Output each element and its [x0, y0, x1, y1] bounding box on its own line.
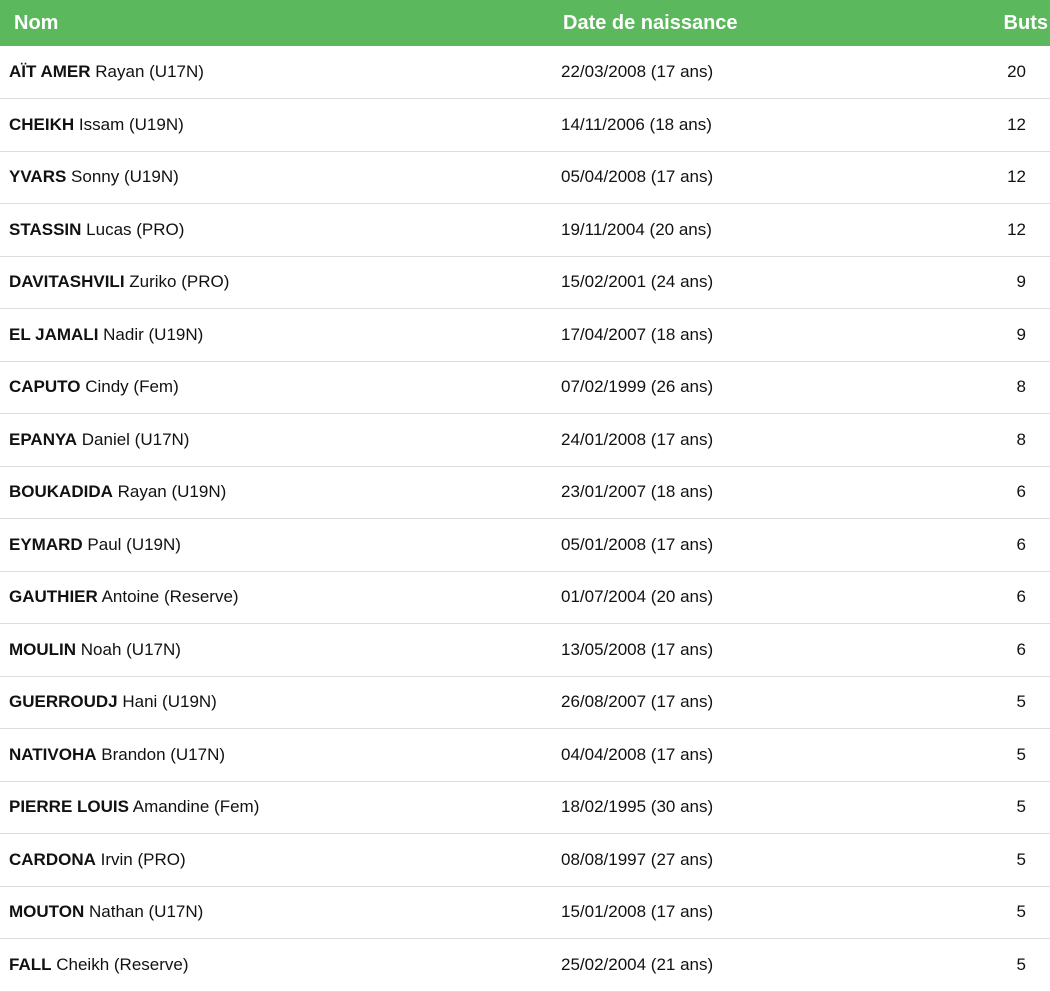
- player-name-cell: [0, 729, 561, 782]
- player-goals-cell: 5: [1016, 744, 1026, 764]
- table-row: [0, 309, 1050, 362]
- player-goals-cell: 5: [1016, 797, 1026, 817]
- player-birthdate-cell: 17/04/2007 (18 ans): [561, 324, 714, 344]
- table-row: [0, 151, 1050, 204]
- player-surname: EPANYA: [9, 429, 78, 449]
- player-given-name-team: Noah (U17N): [80, 639, 181, 659]
- player-surname: EYMARD: [9, 534, 83, 554]
- player-surname: BOUKADIDA: [9, 482, 113, 502]
- player-given-name-team: Antoine (Reserve): [101, 587, 239, 607]
- table-row: [0, 939, 1050, 992]
- table-row: [0, 99, 1050, 152]
- player-given-name-team: Rayan (U17N): [95, 62, 204, 81]
- player-goals-cell: 20: [1007, 62, 1026, 81]
- player-name-cell: [0, 886, 561, 939]
- player-given-name-team: Hani (U19N): [122, 692, 217, 712]
- player-goals-cell: 8: [1016, 377, 1026, 397]
- column-header-goals[interactable]: Buts: [1003, 11, 1048, 34]
- player-surname: STASSIN: [9, 219, 82, 239]
- player-goals-cell: 9: [1016, 272, 1026, 292]
- table-row: [0, 571, 1050, 624]
- table-row: [0, 886, 1050, 939]
- player-birthdate-cell: 07/02/1999 (26 ans): [561, 377, 714, 397]
- table-row: [0, 676, 1050, 729]
- table-row: [0, 204, 1050, 257]
- player-given-name-team: Brandon (U17N): [101, 744, 226, 764]
- player-name-cell: [0, 781, 561, 834]
- player-name-cell: [0, 46, 561, 99]
- player-name-cell: [0, 414, 561, 467]
- table-row: [0, 361, 1050, 414]
- player-goals-cell: 5: [1016, 954, 1026, 974]
- table-row: [0, 624, 1050, 677]
- player-given-name-team: Amandine (Fem): [132, 797, 260, 817]
- table-row: [0, 466, 1050, 519]
- player-given-name-team: Nadir (U19N): [103, 324, 204, 344]
- player-goals-cell: 5: [1016, 849, 1026, 869]
- player-name-cell: [0, 256, 561, 309]
- player-birthdate-cell: 15/02/2001 (24 ans): [561, 272, 714, 292]
- player-name-cell: [0, 939, 561, 992]
- player-surname: GUERROUDJ: [9, 692, 118, 712]
- player-surname: FALL: [9, 954, 52, 974]
- player-surname: PIERRE LOUIS: [9, 797, 129, 817]
- player-surname: NATIVOHA: [9, 744, 97, 764]
- player-given-name-team: Issam (U19N): [78, 114, 184, 134]
- player-birthdate-cell: 23/01/2007 (18 ans): [561, 482, 714, 502]
- player-given-name-team: Lucas (PRO): [86, 219, 185, 239]
- player-surname: AÏT AMER: [9, 62, 91, 81]
- player-given-name-team: Cindy (Fem): [85, 377, 179, 397]
- player-goals-cell: 8: [1016, 429, 1026, 449]
- player-goals-cell: 6: [1016, 639, 1026, 659]
- player-name-cell: [0, 624, 561, 677]
- player-surname: EL JAMALI: [9, 324, 99, 344]
- player-surname: MOUTON: [9, 902, 85, 922]
- player-birthdate-cell: 25/02/2004 (21 ans): [561, 954, 714, 974]
- player-goals-cell: 6: [1016, 587, 1026, 607]
- player-birthdate-cell: 22/03/2008 (17 ans): [561, 62, 714, 81]
- player-birthdate-cell: 01/07/2004 (20 ans): [561, 587, 714, 607]
- player-birthdate-cell: 24/01/2008 (17 ans): [561, 429, 714, 449]
- player-given-name-team: Sonny (U19N): [71, 167, 179, 187]
- player-given-name-team: Nathan (U17N): [88, 902, 204, 922]
- player-surname: DAVITASHVILI: [9, 272, 125, 292]
- player-surname: CAPUTO: [9, 377, 81, 397]
- player-goals-cell: 5: [1016, 902, 1026, 922]
- header-row: [0, 0, 1050, 46]
- player-birthdate-cell: 18/02/1995 (30 ans): [561, 797, 714, 817]
- table-header: [0, 0, 1050, 46]
- player-surname: YVARS: [9, 167, 67, 187]
- column-header-name[interactable]: Nom: [14, 11, 59, 34]
- player-surname: MOULIN: [9, 639, 77, 659]
- player-birthdate-cell: 05/04/2008 (17 ans): [561, 167, 714, 187]
- table-row: [0, 519, 1050, 572]
- player-given-name-team: Paul (U19N): [87, 534, 181, 554]
- player-surname: CHEIKH: [9, 114, 75, 134]
- player-given-name-team: Rayan (U19N): [117, 482, 227, 502]
- player-surname: CARDONA: [9, 849, 96, 869]
- player-birthdate-cell: 19/11/2004 (20 ans): [561, 219, 712, 239]
- player-name-cell: [0, 466, 561, 519]
- table-row: [0, 46, 1050, 99]
- player-given-name-team: Daniel (U17N): [81, 429, 190, 449]
- player-name-cell: [0, 99, 561, 152]
- player-name-cell: [0, 676, 561, 729]
- table-body: [0, 46, 1050, 991]
- table-row: [0, 414, 1050, 467]
- player-name-cell: [0, 834, 561, 887]
- player-name-cell: [0, 151, 561, 204]
- column-header-birthdate[interactable]: Date de naissance: [563, 11, 738, 34]
- player-goals-cell: 12: [1007, 219, 1026, 239]
- player-goals-cell: 9: [1016, 324, 1026, 344]
- table-row: [0, 729, 1050, 782]
- player-surname: GAUTHIER: [9, 587, 98, 607]
- player-goals-cell: 6: [1016, 482, 1026, 502]
- player-birthdate-cell: 13/05/2008 (17 ans): [561, 639, 714, 659]
- player-goals-cell: 5: [1016, 692, 1026, 712]
- player-birthdate-cell: 14/11/2006 (18 ans): [561, 114, 712, 134]
- player-given-name-team: Zuriko (PRO): [129, 272, 230, 292]
- player-name-cell: [0, 204, 561, 257]
- player-name-cell: [0, 519, 561, 572]
- player-birthdate-cell: 26/08/2007 (17 ans): [561, 692, 714, 712]
- player-name-cell: [0, 361, 561, 414]
- player-goals-cell: 12: [1007, 114, 1026, 134]
- table-row: [0, 781, 1050, 834]
- player-given-name-team: Irvin (PRO): [100, 849, 186, 869]
- table-row: [0, 834, 1050, 887]
- player-birthdate-cell: 04/04/2008 (17 ans): [561, 744, 714, 764]
- player-given-name-team: Cheikh (Reserve): [56, 954, 189, 974]
- player-birthdate-cell: 05/01/2008 (17 ans): [561, 534, 714, 554]
- table-row: [0, 256, 1050, 309]
- player-birthdate-cell: 15/01/2008 (17 ans): [561, 902, 714, 922]
- player-birthdate-cell: 08/08/1997 (27 ans): [561, 849, 714, 869]
- player-goals-cell: 12: [1007, 167, 1026, 187]
- player-name-cell: [0, 309, 561, 362]
- player-goals-cell: 6: [1016, 534, 1026, 554]
- player-name-cell: [0, 571, 561, 624]
